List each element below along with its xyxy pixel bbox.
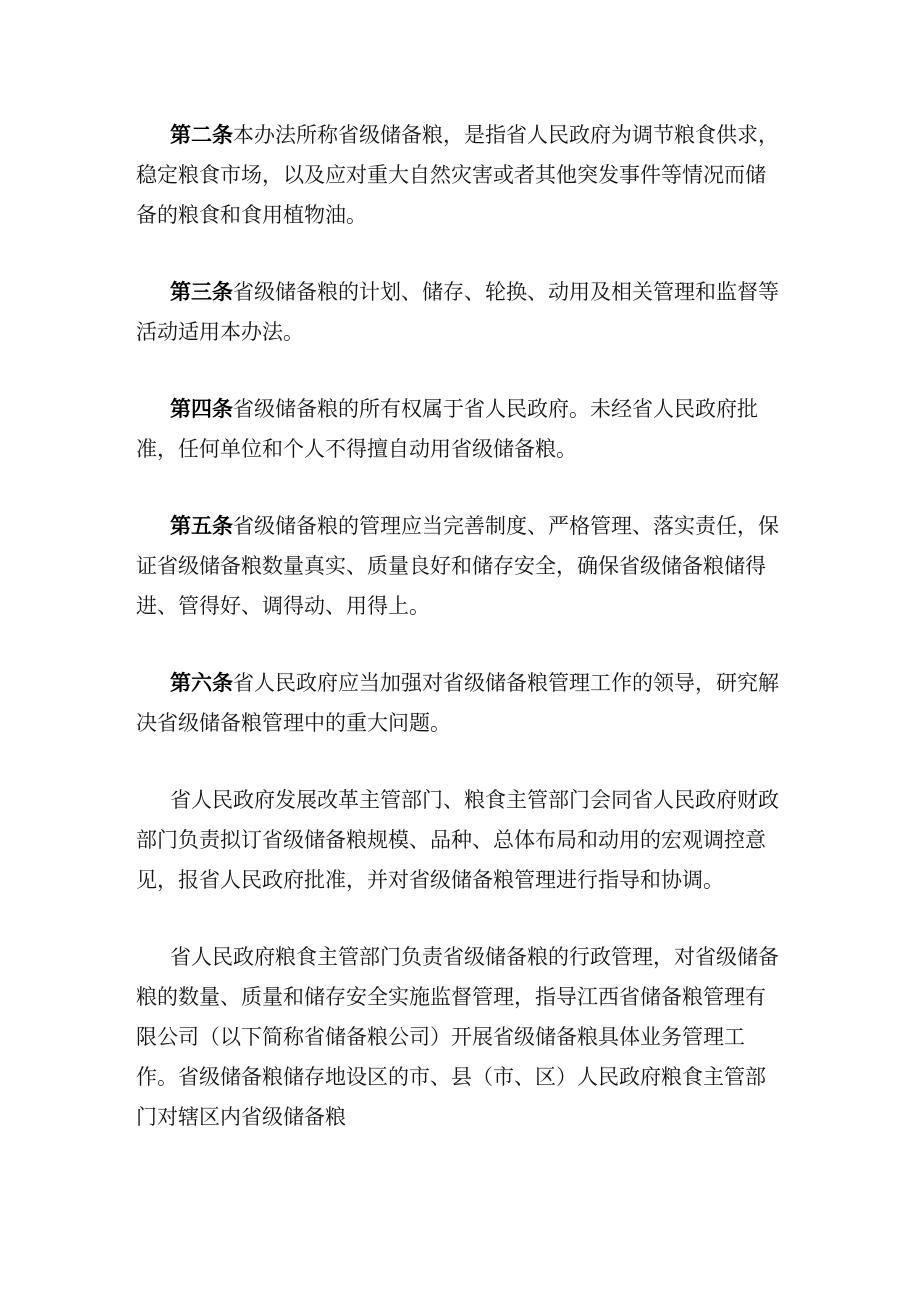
article-label: 第五条 — [170, 514, 233, 538]
article-2 — [136, 115, 786, 235]
article-6 — [136, 663, 786, 743]
paragraph-supervision: 省人民政府粮食主管部门负责省级储备粮的行政管理，对省级储备粮的数量、质量和储存安全实施监督管理，指导江西省储备粮管理有限公司（以下简称省储备粮公司）开展省级储备粮具体业务管理工作。省级储备粮储存地设区的市、县（市、区）人民政府粮食主管部门对辖区内省级储备粮 — [136, 945, 779, 1129]
document-body — [136, 115, 786, 1137]
article-label: 第二条 — [170, 123, 233, 147]
article-text: 省级储备粮的管理应当完善制度、严格管理、落实责任，保证省级储备粮数量真实、质量良好和储存安全，确保省级储备粮储得进、管得好、调得动、用得上。 — [136, 514, 779, 618]
article-3 — [136, 272, 786, 352]
article-label: 第三条 — [170, 280, 233, 304]
article-label: 第四条 — [170, 397, 233, 421]
article-5 — [136, 506, 786, 626]
article-text: 本办法所称省级储备粮，是指省人民政府为调节粮食供求，稳定粮食市场，以及应对重大自然灾害或者其他突发事件等情况而储备的粮食和食用植物油。 — [136, 123, 779, 227]
paragraph-coordination: 省人民政府发展改革主管部门、粮食主管部门会同省人民政府财政部门负责拟订省级储备粮规模、品种、总体布局和动用的宏观调控意见，报省人民政府批准，并对省级储备粮管理进行指导和协调。 — [136, 788, 779, 892]
article-text: 省级储备粮的所有权属于省人民政府。未经省人民政府批准，任何单位和个人不得擅自动用省级储备粮。 — [136, 397, 758, 461]
article-text: 省人民政府应当加强对省级储备粮管理工作的领导，研究解决省级储备粮管理中的重大问题。 — [136, 671, 779, 735]
article-4 — [136, 389, 786, 469]
article-text: 省级储备粮的计划、储存、轮换、动用及相关管理和监督等活动适用本办法。 — [136, 280, 779, 344]
article-label: 第六条 — [170, 671, 233, 695]
